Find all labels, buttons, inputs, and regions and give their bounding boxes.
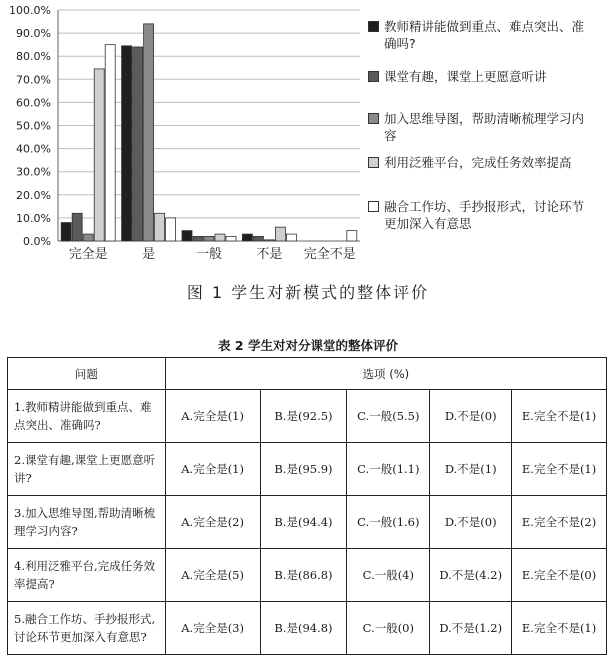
question-cell: 5.融合工作坊、手抄报形式,讨论环节更加深入有意思? <box>8 602 166 655</box>
table-row <box>8 549 607 602</box>
header-question: 问题 <box>8 358 166 390</box>
bar <box>122 46 132 241</box>
option-e-cell: E.完全不是(1) <box>512 443 607 496</box>
bar <box>193 236 203 241</box>
bar <box>215 234 225 241</box>
bar <box>242 234 252 241</box>
y-tick-label: 50.0% <box>16 119 51 133</box>
bar <box>155 213 165 241</box>
question-cell: 2.课堂有趣,课堂上更愿意听讲? <box>8 443 166 496</box>
option-e-cell: E.完全不是(2) <box>512 496 607 549</box>
bar <box>105 45 115 241</box>
bar <box>264 240 274 241</box>
header-options: 选项 (%) <box>165 358 606 390</box>
question-cell: 3.加入思维导图,帮助清晰梳理学习内容? <box>8 496 166 549</box>
y-tick-label: 60.0% <box>16 96 51 110</box>
table-row <box>8 602 607 655</box>
x-tick-label: 一般 <box>195 247 223 262</box>
y-tick-label: 80.0% <box>16 50 51 64</box>
bar <box>144 24 154 241</box>
y-tick-label: 20.0% <box>16 188 51 202</box>
y-tick-label: 40.0% <box>16 142 51 156</box>
option-a-cell: A.完全是(3) <box>165 602 260 655</box>
bar <box>133 47 143 241</box>
option-e-cell: E.完全不是(1) <box>512 390 607 443</box>
legend-label-4: 利用泛雅平台，完成任务效率提高 <box>384 155 572 170</box>
option-d-cell: D.不是(4.2) <box>430 549 512 602</box>
option-c-cell: C.一般(4) <box>347 549 430 602</box>
option-d-cell: D.不是(0) <box>430 390 512 443</box>
bar <box>166 218 176 241</box>
y-tick-label: 30.0% <box>16 165 51 179</box>
table-row <box>8 443 607 496</box>
option-c-cell: C.一般(5.5) <box>347 390 430 443</box>
x-tick-label: 完全是 <box>68 247 108 262</box>
x-tick-label: 不是 <box>256 247 283 262</box>
option-d-cell: D.不是(1.2) <box>430 602 512 655</box>
bar <box>94 69 104 241</box>
legend-label-3: 加入思维导图，帮助清晰梳理学习内容 <box>384 111 585 143</box>
option-e-cell: E.完全不是(1) <box>512 602 607 655</box>
option-c-cell: C.一般(1.6) <box>347 496 430 549</box>
bar <box>204 236 214 241</box>
legend-swatch-3 <box>368 113 379 124</box>
option-a-cell: A.完全是(5) <box>165 549 260 602</box>
figure-caption: 图 1 学生对新模式的整体评价 <box>186 283 430 302</box>
bar <box>83 234 93 241</box>
option-c-cell: C.一般(1.1) <box>347 443 430 496</box>
legend-swatch-2 <box>368 71 379 82</box>
x-tick-label: 是 <box>142 247 156 262</box>
bar <box>226 236 236 241</box>
legend-swatch-4 <box>368 157 379 168</box>
bar <box>182 231 192 241</box>
bar <box>61 223 71 241</box>
y-tick-label: 70.0% <box>16 73 51 87</box>
option-d-cell: D.不是(1) <box>430 443 512 496</box>
legend-label-1: 教师精讲能做到重点、难点突出、准确吗? <box>384 19 585 51</box>
option-a-cell: A.完全是(2) <box>165 496 260 549</box>
legend-swatch-5 <box>368 201 379 212</box>
option-b-cell: B.是(92.5) <box>260 390 347 443</box>
evaluation-table <box>7 357 607 655</box>
table-row <box>8 390 607 443</box>
bar <box>72 213 82 241</box>
option-a-cell: A.完全是(1) <box>165 443 260 496</box>
bar <box>286 234 296 241</box>
x-tick-label: 完全不是 <box>303 247 356 262</box>
option-b-cell: B.是(95.9) <box>260 443 347 496</box>
legend-label-2: 课堂有趣，课堂上更愿意听讲 <box>384 69 547 84</box>
y-tick-label: 0.0% <box>23 235 51 248</box>
option-c-cell: C.一般(0) <box>347 602 430 655</box>
option-a-cell: A.完全是(1) <box>165 390 260 443</box>
table-header-row <box>8 358 607 390</box>
option-b-cell: B.是(86.8) <box>260 549 347 602</box>
option-e-cell: E.完全不是(0) <box>512 549 607 602</box>
bar <box>347 231 357 241</box>
option-d-cell: D.不是(0) <box>430 496 512 549</box>
question-cell: 4.利用泛雅平台,完成任务效率提高? <box>8 549 166 602</box>
bar <box>253 236 263 241</box>
legend-swatch-1 <box>368 21 379 32</box>
option-b-cell: B.是(94.8) <box>260 602 347 655</box>
legend-label-5: 融合工作坊、手抄报形式，讨论环节更加深入有意思 <box>384 199 585 231</box>
y-tick-label: 100.0% <box>9 4 51 17</box>
y-tick-label: 10.0% <box>16 211 51 225</box>
option-b-cell: B.是(94.4) <box>260 496 347 549</box>
y-tick-label: 90.0% <box>16 27 51 41</box>
bar <box>275 227 285 241</box>
table-title: 表 2 学生对对分课堂的整体评价 <box>218 338 398 353</box>
question-cell: 1.教师精讲能做到重点、难点突出、准确吗? <box>8 390 166 443</box>
figure-1 <box>0 0 616 300</box>
table-row <box>8 496 607 549</box>
